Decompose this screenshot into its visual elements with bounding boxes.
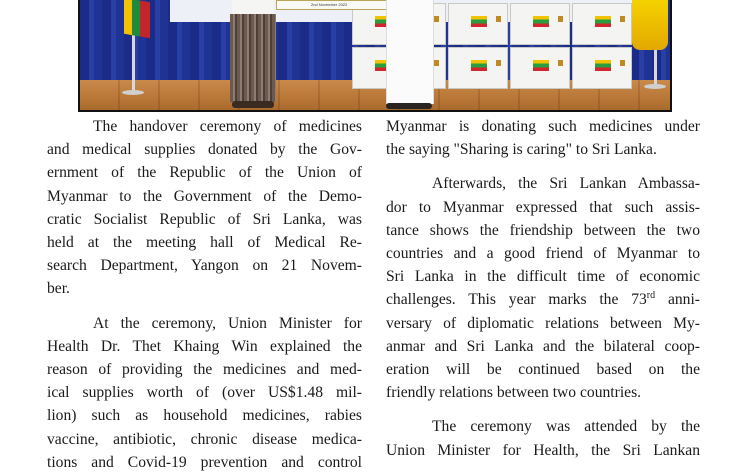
text-line: The ceremony was attended by the (432, 418, 700, 436)
supply-box (572, 3, 632, 45)
paragraph-ceremony (47, 312, 362, 474)
text-line: dor to Myanmar expressed that such assis- (386, 198, 700, 216)
text-line: and medical supplies donated by the Gov- (47, 141, 362, 159)
text-line: Union Minister for Health, the Sri Lankan (386, 441, 700, 459)
text-line: Myanmar is donating such medicines under (386, 118, 700, 135)
sri-lanka-flag-icon (632, 0, 668, 50)
text-line: ernment of the Republic of the Union of (47, 164, 362, 182)
paragraph-attendees (386, 415, 700, 461)
ordinal-suffix: rd (646, 290, 656, 302)
flag-stand-left (122, 90, 144, 95)
ambassador-figure (386, 0, 434, 104)
text-line: versary of diplomatic relations between My- (386, 314, 700, 332)
text-line: lion) such as household medicines, rabies (47, 407, 362, 425)
text-line: Sri Lanka in the difficult time of economic (386, 268, 700, 286)
text-line: The handover ceremony of medicines (93, 118, 362, 135)
text-line-anniversary (386, 288, 700, 311)
text-line: search Department, Yangon on 21 Novem- (47, 257, 362, 275)
paragraph-continued (386, 115, 700, 161)
text-line: the saying "Sharing is caring" to Sri Lanka. (386, 141, 657, 159)
text-line: reason of providing the medicines and med- (47, 361, 362, 379)
text-line: friendly relations between two countries. (386, 384, 642, 402)
text-line: vaccine, antibiotic, chronic disease medica- (47, 430, 362, 448)
paragraph-handover (47, 115, 362, 301)
text-fragment: challenges. This year marks the 73 (386, 291, 647, 309)
text-line: Myanmar to the Government of the Demo- (47, 187, 362, 205)
ceremony-photo (78, 0, 672, 112)
text-line: Afterwards, the Sri Lankan Ambassa- (432, 175, 700, 193)
text-line: countries and a good friend of Myanmar to (386, 245, 700, 263)
text-line: Health Dr. Thet Khaing Win explained the (47, 337, 362, 355)
text-line: ical supplies worth of (over US$1.48 mil- (47, 384, 362, 402)
text-line: eration will be continued based on the (386, 361, 700, 379)
text-line: anmar and Sri Lanka and the bilateral coop- (386, 337, 700, 355)
text-fragment: anni- (655, 291, 700, 309)
text-line: tance shows the friendship between the two (386, 221, 700, 239)
supply-box (510, 47, 570, 89)
paragraph-ambassador (386, 172, 700, 404)
left-column (47, 115, 362, 474)
supply-box (448, 47, 508, 89)
myanmar-flag-icon (124, 0, 150, 38)
flag-stand-right (644, 84, 666, 89)
supply-box (448, 3, 508, 45)
text-line: cratic Socialist Republic of Sri Lanka, was (47, 210, 362, 228)
text-line: tions and Covid-19 prevention and control (47, 453, 362, 471)
text-line: ber. (47, 280, 70, 298)
donation-cheque (276, 0, 388, 10)
text-line: held at the meeting hall of Medical Re- (47, 234, 362, 252)
supply-box (510, 3, 570, 45)
cheque-date: 2nd November 2022 (311, 2, 348, 7)
shoes (232, 101, 274, 108)
shoes (386, 103, 432, 109)
supply-box (572, 47, 632, 89)
right-column (386, 115, 700, 462)
text-line: At the ceremony, Union Minister for (93, 314, 362, 332)
longyi (230, 14, 276, 102)
